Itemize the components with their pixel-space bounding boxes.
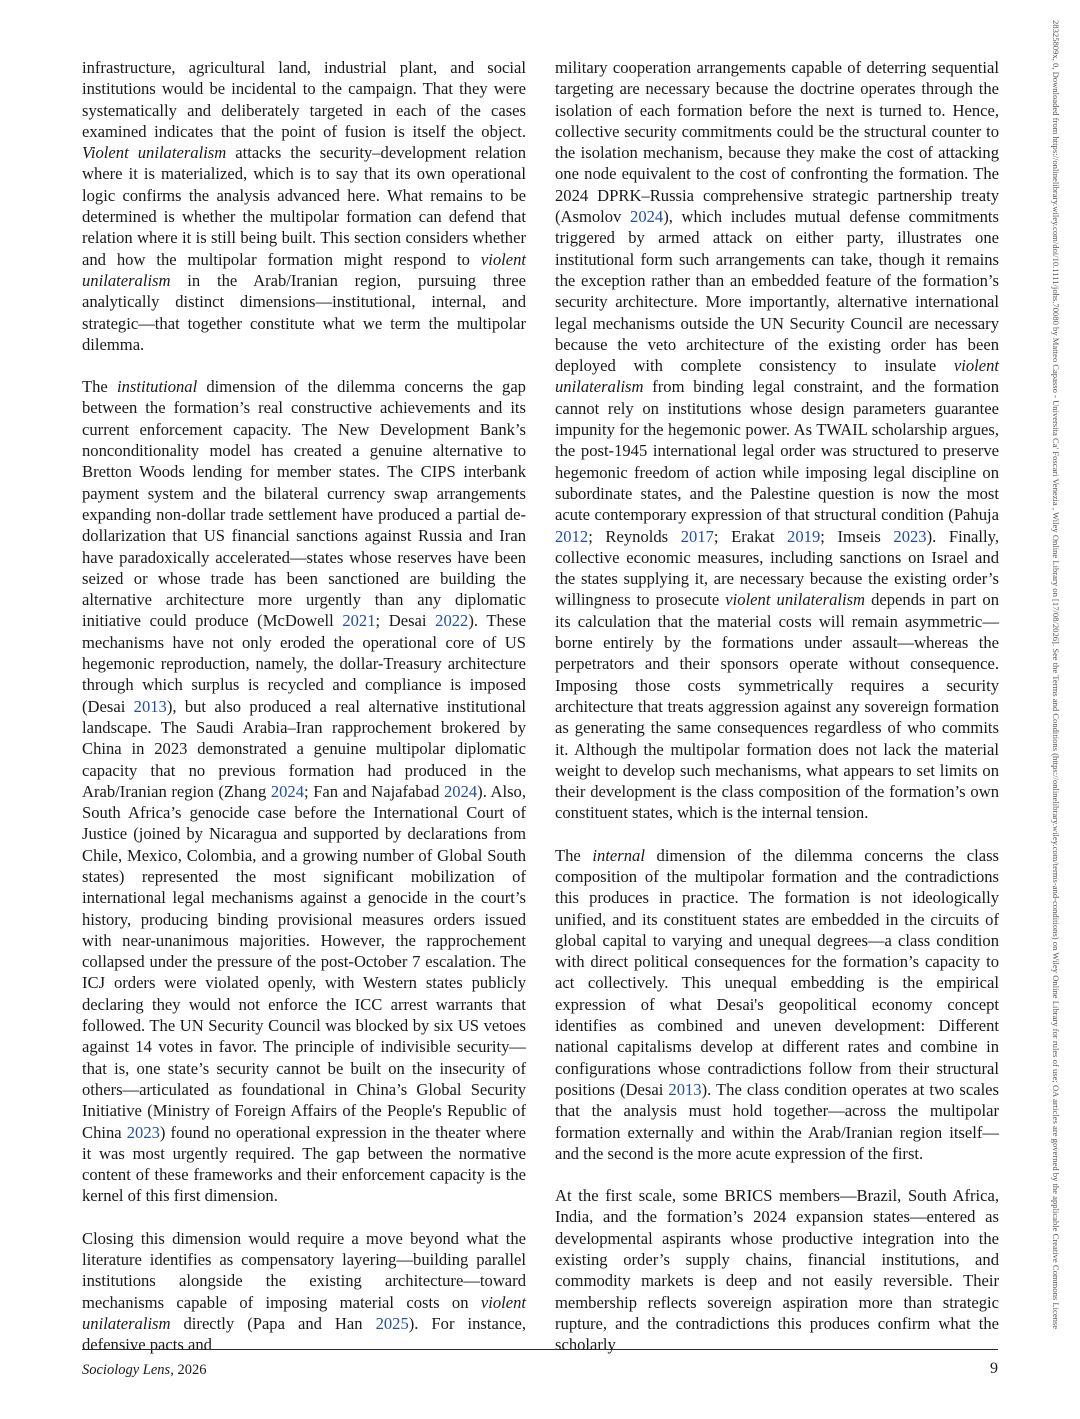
text-run: dimension of the dilemma concerns the gap between the formation’s real constructive achievements and its current enforcement capacity. The New Development Bank’s nonconditionality model has created a genuine alternative to Bretton Woods lending for member states. The CIPS interbank payment system and the bilateral currency swap arrangements expanding non-dollar trade settlement have produced a partial de-dollarization that US financial sanctions against Russia and Iran have paradoxically accelerated—states whose reserves have been seized or whose trade has been sanctioned are building the alternative architecture more urgently than any diplomatic initiative could produce (McDowell — [82, 377, 526, 631]
text-run: The — [82, 377, 117, 397]
body-paragraph — [82, 376, 526, 1207]
journal-year: 2026 — [177, 1362, 207, 1378]
emphasis: institutional — [116, 377, 198, 397]
body-paragraph — [555, 845, 999, 1164]
text-run: Closing this dimension would require a move beyond what the literature identifies as compensatory layering—building parallel institutions alongside the existing architecture—toward mechanisms capable of imposing material costs on — [82, 1228, 526, 1312]
text-run: ). These mechanisms have not only eroded the operational core of US hegemonic reproduction, namely, the dollar-Treasury architecture through which surplus is recycled and compliance is imposed (Desai — [82, 611, 526, 716]
right-column — [555, 57, 999, 1377]
text-run: ). Finally, collective economic measures, including sanctions on Israel and the states supplying it, are necessary because the existing order’s willingness to prosecute — [555, 526, 999, 610]
text-run: ) found no operational expression in the theater where it was most urgently required. The gap between the normative content of these frameworks and their enforcement capacity is the kernel of this first dimension. — [82, 1122, 526, 1206]
text-run: ). Also, South Africa’s genocide case before the International Court of Justice (joined by Nicaragua and supported by declarations from Chile, Mexico, Colombia, and a growing number of Global South states) represented the most significant mobilization of international legal mechanisms against a genocide in the court’s history, producing binding provisional measures orders issued with near-unanimous majorities. However, the rapprochement collapsed under the pressure of the post-October 7 escalation. The ICJ orders were violated openly, with Western states publicly declaring they would not enforce the ICC arrest warrants that followed. The UN Security Council was blocked by six US vetoes against 14 votes in favor. The principle of indivisible security—that is, one state’s security cannot be built on the insecurity of others—articulated as foundational in China’s Global Security Initiative (Ministry of Foreign Affairs of the People's Republic of China — [82, 781, 527, 1142]
footer-citation — [82, 1362, 206, 1379]
text-run: military cooperation arrangements capable of deterring sequential targeting are necessary because the doctrine operates through the isolation of each formation before the next is turned to. Hence, collective security commitments could be the structural counter to the isolation mechanism, because they make the cost of attacking one node equivalent to the cost of confronting the formation. The 2024 DPRK–Russia comprehensive strategic partnership treaty (Asmolov — [555, 58, 999, 227]
citation-link[interactable]: 2021 — [342, 611, 376, 631]
text-run: from binding legal constraint, and the formation cannot rely on institutions whose design parameters guarantee impunity for the hegemonic power. As TWAIL scholarship argues, the post-1945 international legal order was structured to preserve hegemonic freedom of action while imposing legal discipline on subordinate states, and the Palestine question is now the most acute contemporary expression of that structural condition (Pahuja — [555, 377, 999, 525]
citation-link[interactable]: 2017 — [680, 526, 714, 546]
emphasis: violent unilateralism — [725, 590, 866, 610]
body-paragraph — [82, 1228, 526, 1356]
text-run: ). For instance, defensive pacts and — [82, 1313, 527, 1355]
citation-link[interactable]: 2013 — [133, 696, 167, 716]
body-paragraph — [82, 57, 526, 355]
citation-link[interactable]: 2012 — [555, 526, 589, 546]
download-notice: 28325809x, 0, Downloaded from https://onlinelibrary.wiley.com/doi/10.1111/johs.70080 by Matteo Capasso - Universita Ca' Foscari Venezia , Wiley Online Library on [17/08/2026]. See the Terms and Conditions (https://onlinelibrary.wiley.com/terms-and-conditions) on Wiley Online Library for rules of use; OA articles are governed by the applicable Creative Commons License — [1051, 20, 1061, 1330]
text-run: The — [555, 845, 593, 865]
left-column — [82, 57, 526, 1377]
text-run: ), but also produced a real alternative institutional landscape. The Saudi Arabia–Iran rapprochement brokered by China in 2023 demonstrated a genuine multipolar diplomatic capacity that no previous formation had produced in the Arab/Iranian region (Zhang — [82, 696, 526, 801]
text-run: infrastructure, agricultural land, industrial plant, and social institutions would be incidental to the campaign. That they were systematically and deliberately targeted in each of the cases examined indicates that the point of fusion is itself the object. — [82, 58, 526, 141]
citation-link[interactable]: 2024 — [443, 781, 478, 801]
text-run: ; Desai — [375, 611, 436, 631]
citation-link[interactable]: 2024 — [630, 207, 664, 227]
text-run: At the first scale, some BRICS members—Brazil, South Africa, India, and the formation’s 2024 expansion states—entered as developmental aspirants whose productive integration into the existing order’s supply chains, financial institutions, and commodity markets is deep and not easily reversible. Their membership reflects sovereign aspiration more than strategic rupture, and the contradictions this produces confirm what the scholarly — [555, 1186, 999, 1355]
citation-link[interactable]: 2013 — [668, 1079, 702, 1099]
emphasis: violent unilateralism — [555, 356, 999, 397]
page-number: 9 — [990, 1360, 998, 1377]
citation-link[interactable]: 2024 — [270, 781, 305, 801]
citation-link[interactable]: 2023 — [893, 526, 927, 546]
emphasis: violent unilateralism — [82, 249, 526, 290]
journal-name: Sociology Lens, — [82, 1362, 174, 1378]
body-paragraph — [555, 1185, 999, 1355]
text-run: attacks the security–development relation where it is materialized, which is to say that its own operational logic confirms the analysis advanced here. What remains to be determined is whether the multipolar formation can defend that relation where it is still being built. This section considers whether and how the multipolar formation might respond to — [82, 143, 526, 269]
text-run: dimension of the dilemma concerns the class composition of the multipolar formation and the contradictions this produces in practice. The formation is not ideologically unified, and its constituent states are embedded in the circuits of global capital to varying and unequal degrees—a class condition with direct political consequences for the formation’s capacity to act collectively. This unequal embedding is the empirical expression of what Desai's geopolitical economy concept identifies as combined and uneven development: Different national capitalisms develop at different rates and combine in configurations whose contradictions follow from their structural positions (Desai — [555, 845, 999, 1099]
text-run: in the Arab/Iranian region, pursuing three analytically distinct dimensions—institutional, internal, and strategic—that together constitute what we term the multipolar dilemma. — [82, 270, 526, 354]
text-run: ; Fan and Najafabad — [304, 781, 444, 801]
text-run: depends in part on its calculation that the material costs will remain asymmetric—borne entirely by the formations under assault—whereas the perpetrators and their sponsors operate without consequence. Imposing those costs symmetrically requires a security architecture that treats aggression against any sovereign formation as generating the same consequences regardless of who commits it. Although the multipolar formation does not lack the material weight to develop such mechanisms, what appears to set limits on their development is the class composition of the formation’s own constituent states, which is the internal tension. — [555, 590, 999, 823]
emphasis: Violent unilateralism — [82, 143, 227, 163]
emphasis: internal — [592, 845, 645, 865]
text-run: ; Erakat — [713, 526, 788, 546]
text-run: directly (Papa and Han — [170, 1313, 376, 1333]
citation-link[interactable]: 2023 — [126, 1122, 160, 1142]
emphasis: violent unilateralism — [82, 1292, 526, 1333]
citation-link[interactable]: 2022 — [435, 611, 469, 631]
text-run: ; Reynolds — [588, 526, 681, 546]
text-run: ), which includes mutual defense commitments triggered by armed attack on either party, illustrates one institutional form such arrangements can take, though it remains the exception rather than an embedded feature of the formation’s security architecture. More importantly, alternative international legal mechanisms outside the UN Security Council are necessary because the veto architecture of the existing order has been deployed with complete consistency to insulate — [555, 207, 999, 376]
text-run: ). The class condition operates at two scales that the analysis must hold together—across the multipolar formation externally and within the Arab/Iranian region itself—and the second is the more acute expression of the first. — [555, 1079, 1000, 1163]
body-paragraph — [555, 57, 999, 824]
footer-divider — [82, 1349, 998, 1350]
text-run: ; Imseis — [820, 526, 894, 546]
citation-link[interactable]: 2025 — [375, 1313, 409, 1333]
citation-link[interactable]: 2019 — [787, 526, 821, 546]
